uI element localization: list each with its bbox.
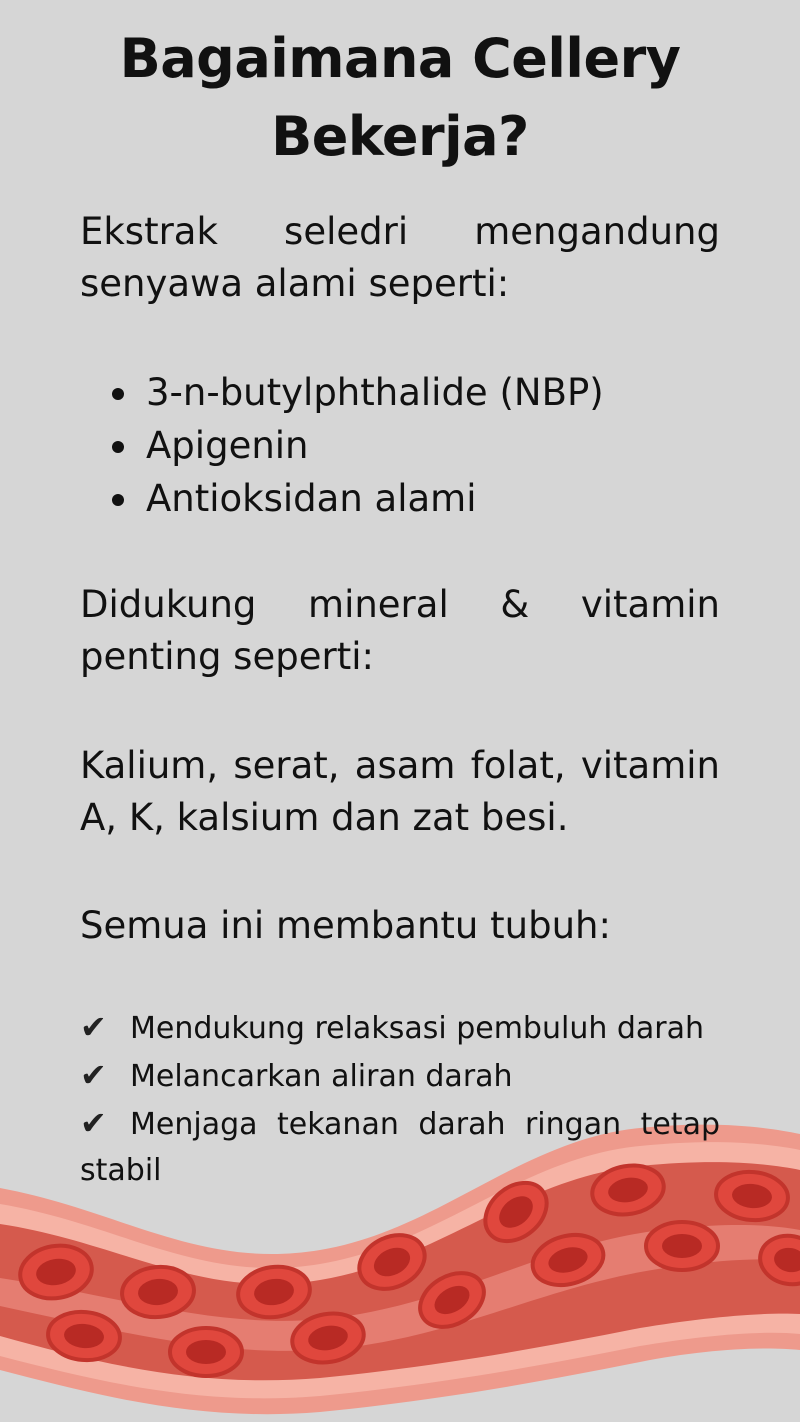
benefit-item: ✔ Menjaga tekanan darah ringan tetap stabil	[80, 1100, 720, 1194]
list-item: 3-n-butylphthalide (NBP)	[80, 366, 720, 419]
intro-text: Ekstrak seledri mengandung senyawa alami seperti:	[80, 210, 720, 305]
check-icon: ✔	[80, 1104, 107, 1142]
compound-list	[80, 366, 720, 525]
benefit-item: ✔ Melancarkan aliran darah	[80, 1052, 720, 1100]
minerals-text: Kalium, serat, asam folat, vitamin A, K, kalsium dan zat besi.	[80, 744, 720, 839]
benefits-intro-text: Semua ini membantu tubuh:	[80, 904, 611, 947]
list-item: Antioksidan alami	[80, 472, 720, 525]
page-title: Bagaimana Cellery Bekerja?	[119, 27, 681, 168]
check-icon: ✔	[80, 1056, 107, 1094]
benefit-item: ✔ Mendukung relaksasi pembuluh darah	[80, 1004, 720, 1052]
support-intro-text: Didukung mineral & vitamin penting seperti:	[80, 583, 720, 678]
check-icon: ✔	[80, 1008, 107, 1046]
benefit-list	[80, 1004, 720, 1194]
list-item: Apigenin	[80, 419, 720, 472]
